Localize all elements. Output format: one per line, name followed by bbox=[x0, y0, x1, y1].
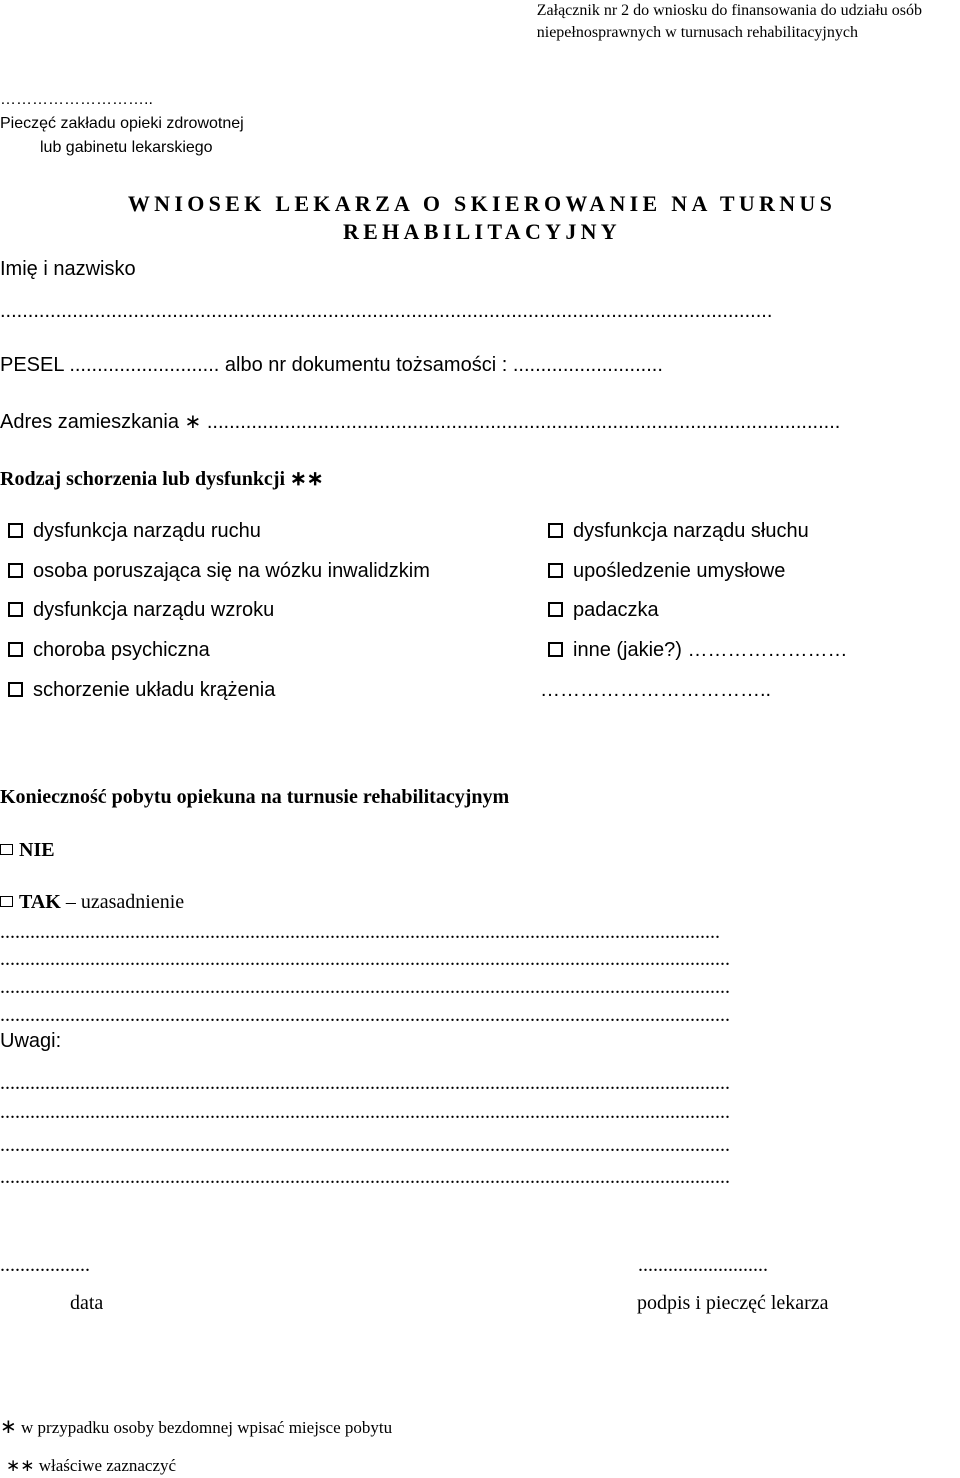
attachment-line-1: Załącznik nr 2 do wniosku do finansowania do udziału osób bbox=[536, 2, 922, 19]
signature-field[interactable]: .......................... bbox=[638, 1254, 768, 1276]
option-mental-illness[interactable] bbox=[8, 639, 210, 662]
footnote-1 bbox=[0, 1414, 392, 1439]
justification-line[interactable]: .................................................................................................................................................. bbox=[0, 948, 730, 970]
option-wheelchair[interactable] bbox=[8, 560, 430, 583]
option-label: choroba psychiczna bbox=[33, 639, 210, 661]
footnote-1-text: w przypadku osoby bezdomnej wpisać miejsce pobytu bbox=[21, 1418, 393, 1437]
justification-line[interactable]: .................................................................................................................................................. bbox=[0, 1004, 730, 1026]
address-footnote-mark: ∗ bbox=[184, 411, 202, 433]
option-intellectual[interactable] bbox=[548, 560, 785, 583]
remarks-line[interactable]: .................................................................................................................................................. bbox=[0, 1134, 730, 1156]
option-label: osoba poruszająca się na wózku inwalidzkim bbox=[33, 560, 430, 582]
option-circulatory[interactable] bbox=[8, 679, 275, 702]
option-label: inne (jakie?) …………………… bbox=[573, 639, 848, 661]
caregiver-no-label: NIE bbox=[19, 839, 55, 861]
caregiver-yes-option[interactable] bbox=[0, 891, 184, 914]
condition-heading-stars: ∗∗ bbox=[290, 468, 324, 490]
condition-heading-text: Rodzaj schorzenia lub dysfunkcji bbox=[0, 468, 286, 490]
checkbox-icon[interactable] bbox=[0, 896, 13, 907]
remarks-label: Uwagi: bbox=[0, 1030, 62, 1052]
checkbox-icon[interactable] bbox=[548, 523, 563, 538]
checkbox-icon[interactable] bbox=[8, 642, 23, 657]
option-other[interactable] bbox=[548, 639, 848, 662]
justification-line[interactable]: ................................................................................................................................................ bbox=[0, 921, 720, 943]
date-label: data bbox=[70, 1292, 104, 1314]
footnote-2-mark: ∗∗ bbox=[6, 1456, 35, 1475]
checkbox-icon[interactable] bbox=[8, 523, 23, 538]
checkbox-icon[interactable] bbox=[0, 844, 13, 855]
attachment-line-2: niepełnosprawnych w turnusach rehabilitacyjnych bbox=[536, 24, 858, 41]
checkbox-icon[interactable] bbox=[8, 602, 23, 617]
option-motor[interactable] bbox=[8, 520, 261, 543]
option-epilepsy[interactable] bbox=[548, 599, 659, 622]
option-label: upośledzenie umysłowe bbox=[573, 560, 786, 582]
date-field[interactable]: .................. bbox=[0, 1254, 90, 1276]
option-other-field[interactable]: …………………………….. bbox=[540, 679, 772, 701]
condition-heading bbox=[0, 466, 324, 491]
checkbox-icon[interactable] bbox=[8, 563, 23, 578]
footnote-2-text: właściwe zaznaczyć bbox=[38, 1456, 177, 1475]
option-label: dysfunkcja narządu słuchu bbox=[573, 520, 809, 542]
stamp-label-2: lub gabinetu lekarskiego bbox=[40, 139, 213, 156]
footnote-2 bbox=[6, 1456, 176, 1476]
checkbox-icon[interactable] bbox=[548, 642, 563, 657]
remarks-line[interactable]: .................................................................................................................................................. bbox=[0, 1166, 730, 1188]
id-document-label: albo nr dokumentu tożsamości : bbox=[224, 354, 508, 376]
pesel-row bbox=[0, 354, 663, 377]
pesel-field[interactable]: ........................... bbox=[69, 354, 220, 376]
checkbox-icon[interactable] bbox=[548, 602, 563, 617]
pesel-label: PESEL bbox=[0, 354, 64, 376]
footnote-1-mark: ∗ bbox=[0, 1416, 17, 1438]
justification-line[interactable]: .................................................................................................................................................. bbox=[0, 976, 730, 998]
option-label: padaczka bbox=[573, 599, 659, 621]
address-row bbox=[0, 409, 840, 434]
name-label: Imię i nazwisko bbox=[0, 258, 136, 280]
remarks-line[interactable]: .................................................................................................................................................. bbox=[0, 1072, 730, 1094]
option-label: dysfunkcja narządu wzroku bbox=[33, 599, 275, 621]
address-label: Adres zamieszkania bbox=[0, 411, 179, 433]
signature-label: podpis i pieczęć lekarza bbox=[637, 1292, 829, 1314]
address-field[interactable]: .................................................................................................................. bbox=[206, 411, 841, 433]
option-hearing[interactable] bbox=[548, 520, 809, 543]
attachment-note bbox=[537, 0, 922, 44]
remarks-line[interactable]: .................................................................................................................................................. bbox=[0, 1101, 730, 1123]
stamp-label-1: Pieczęć zakładu opieki zdrowotnej bbox=[0, 115, 244, 132]
caregiver-no-option[interactable] bbox=[0, 839, 55, 862]
option-label: schorzenie układu krążenia bbox=[33, 679, 276, 701]
stamp-area bbox=[0, 88, 244, 160]
stamp-dots: ……………………….. bbox=[0, 91, 153, 108]
id-document-field[interactable]: ........................... bbox=[512, 354, 663, 376]
caregiver-heading: Konieczność pobytu opiekuna na turnusie rehabilitacyjnym bbox=[0, 786, 510, 808]
caregiver-yes-label: TAK bbox=[19, 891, 61, 913]
name-field[interactable]: ........................................................................................................................................... bbox=[0, 300, 773, 322]
option-label: dysfunkcja narządu ruchu bbox=[33, 520, 261, 542]
checkbox-icon[interactable] bbox=[8, 682, 23, 697]
checkbox-icon[interactable] bbox=[548, 563, 563, 578]
option-vision[interactable] bbox=[8, 599, 274, 622]
caregiver-yes-suffix: – uzasadnienie bbox=[65, 891, 185, 913]
document-title: WNIOSEK LEKARZA O SKIEROWANIE NA TURNUS REHABILITACYJNY bbox=[127, 191, 837, 244]
